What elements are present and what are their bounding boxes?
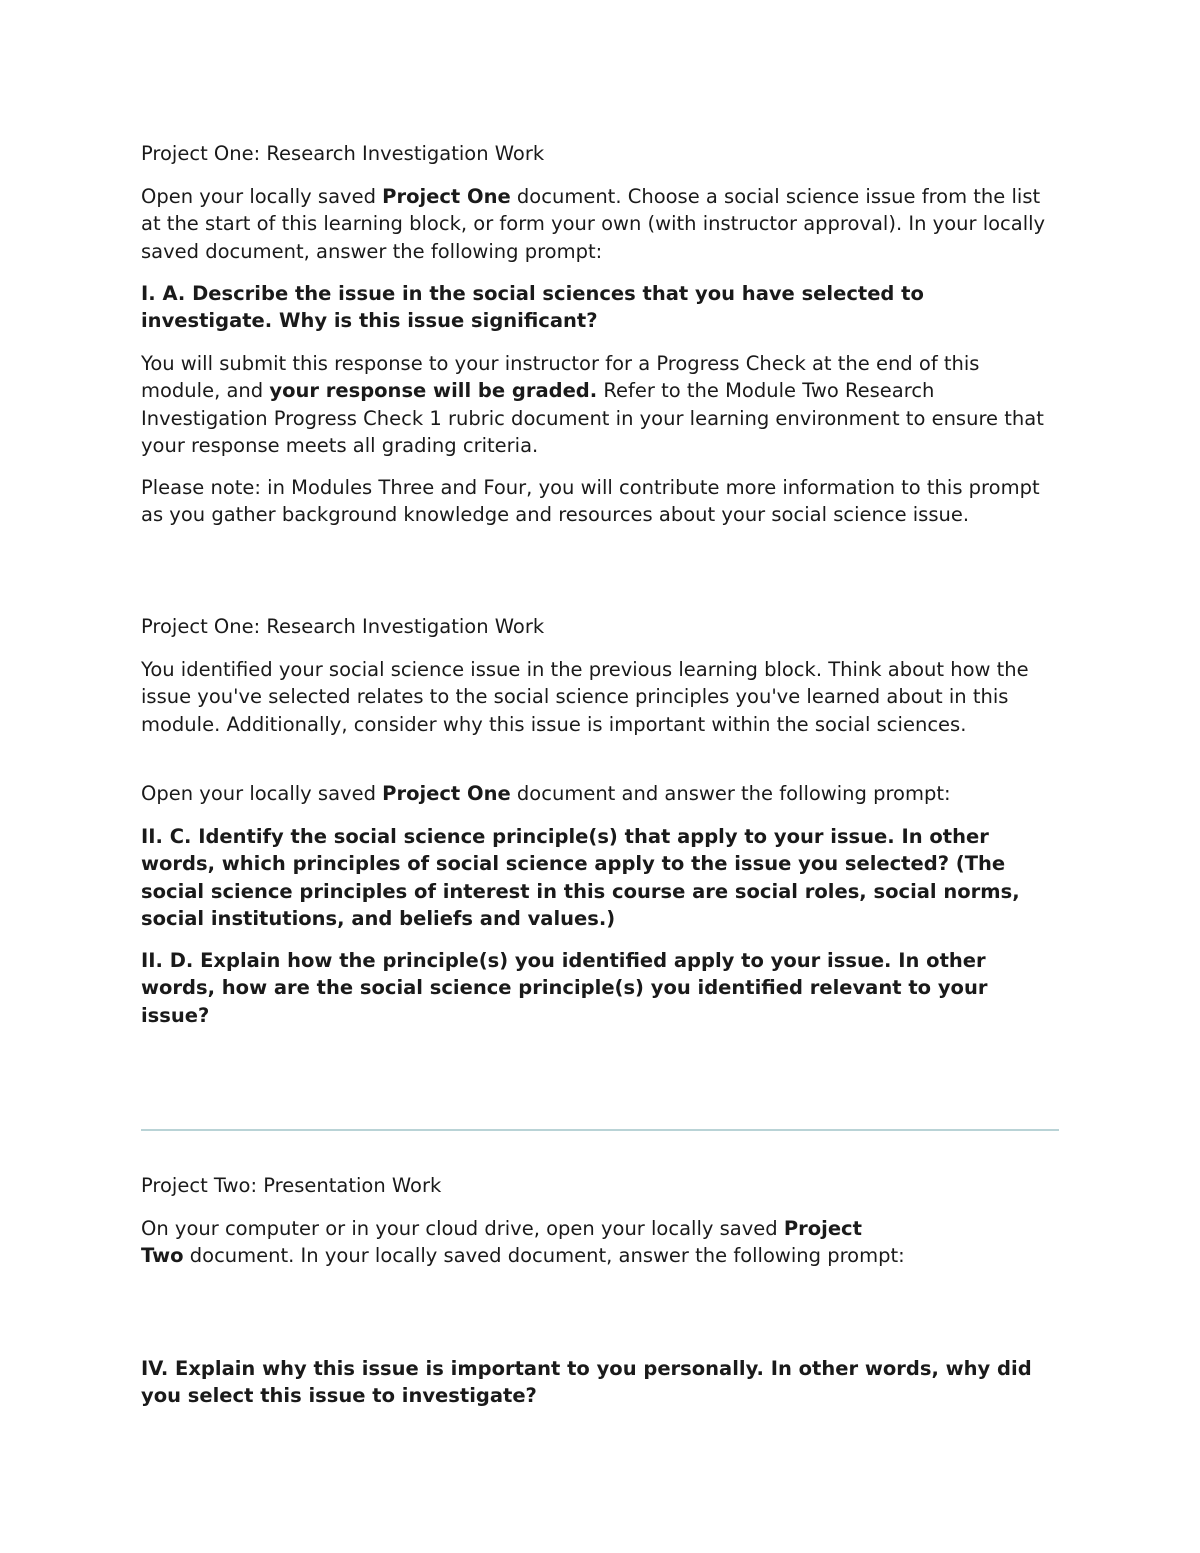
section-project-one-a: [141, 140, 1061, 167]
intro-text-pre: On your computer or in your cloud drive, open your locally saved: [141, 1217, 784, 1240]
prompt-text: II. D. Explain how the principle(s) you identified apply to your issue. In other words, how are the social science principle(s) you identified relevant to your issue?: [141, 949, 988, 1027]
open-text-pre: Open your locally saved: [141, 782, 383, 805]
intro-text: You identified your social science issue in the previous learning block. Think about how the issue you've selected relates to the social science principles you've learned about in this module. Additionally, consider why this issue is important within the social sciences.: [141, 658, 1029, 736]
intro-text-bold-1: Project: [783, 1217, 862, 1240]
open-text-bold: Project One: [382, 782, 511, 805]
submit-text-pre: You will submit this response to your instructor for a Progress Check at the end of this module, and: [141, 352, 980, 403]
prompt-i-a: [141, 280, 1061, 335]
note-text: Please note: in Modules Three and Four, you will contribute more information to this prompt as you gather background knowledge and resources about your social science issue.: [141, 476, 1040, 527]
prompt-ii-d: [141, 947, 1061, 1029]
section-heading: Project One: Research Investigation Work: [141, 142, 545, 165]
submit-text-post: Refer to the Module Two Research Investigation Progress Check 1 rubric document in your learning environment to ensure that your response meets all grading criteria.: [141, 379, 1044, 458]
open-text-post: document and answer the following prompt:: [510, 782, 951, 805]
intro-text-pre: Open your locally saved: [141, 185, 383, 208]
intro-paragraph: [141, 656, 1061, 738]
prompt-text: I. A. Describe the issue in the social sciences that you have selected to investigate. Why is this issue significant?: [141, 282, 924, 333]
submit-paragraph: [141, 350, 1061, 460]
prompt-text: II. C. Identify the social science principle(s) that apply to your issue. In other words, which principles of social science apply to the issue you selected? (The social science principles of interest in this course are social roles, social norms, social institutions, and beliefs and values.): [141, 825, 1020, 931]
section-project-one-b: [141, 613, 1061, 640]
intro-text-post: document. In your locally saved document, answer the following prompt:: [183, 1244, 905, 1268]
intro-text-bold: Project One: [382, 185, 511, 208]
section-heading: Project One: Research Investigation Work: [141, 615, 545, 638]
prompt-iv: [141, 1355, 1061, 1410]
prompt-text: IV. Explain why this issue is important to you personally. In other words, why did you select this issue to investigate?: [141, 1357, 1032, 1408]
section-heading: Project Two: Presentation Work: [141, 1174, 442, 1197]
note-paragraph: [141, 474, 1061, 529]
submit-text-bold: your response will be graded.: [269, 379, 598, 403]
intro-paragraph: [141, 183, 1061, 265]
prompt-ii-c: [141, 823, 1061, 933]
intro-text-post: document. Choose a social science issue from the list at the start of this learning block, or form your own (with instructor approval). In your locally saved document, answer the following prompt:: [141, 185, 1046, 263]
open-paragraph: [141, 780, 1061, 807]
section-project-two: [141, 1172, 1061, 1199]
intro-text-bold-2: Two: [141, 1244, 184, 1268]
section-divider: [141, 1129, 1059, 1131]
intro-paragraph: [141, 1215, 1061, 1270]
